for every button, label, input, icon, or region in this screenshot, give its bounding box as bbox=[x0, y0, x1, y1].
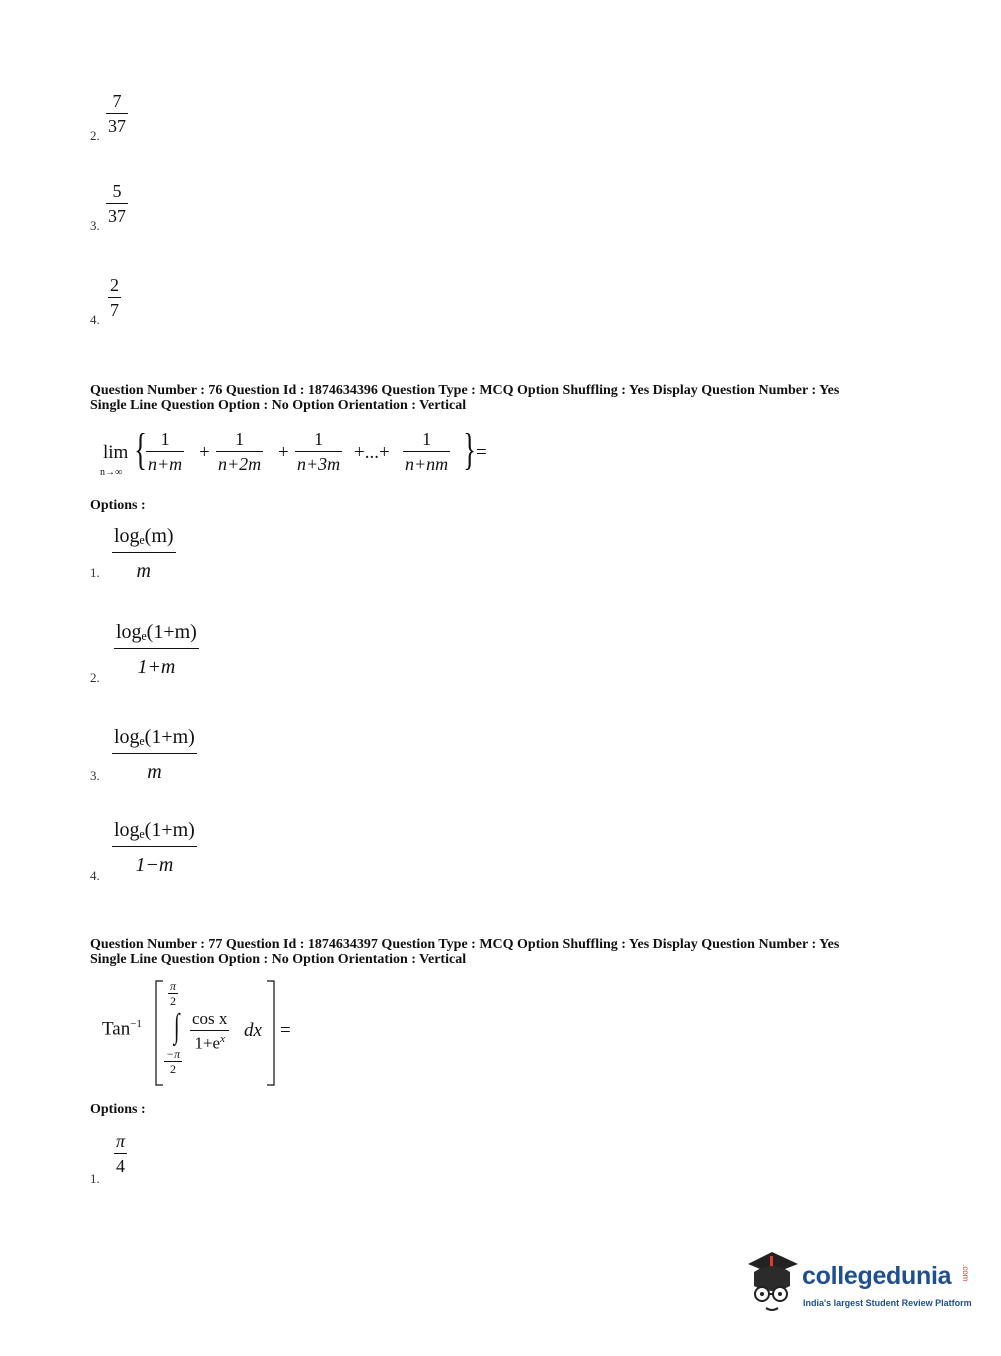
option-number: 1. bbox=[90, 1171, 100, 1186]
mascot-icon bbox=[742, 1250, 802, 1316]
option-fraction: 5 37 bbox=[108, 181, 126, 226]
term-2: 1 n+2m bbox=[218, 429, 262, 474]
q76-meta-line-2: Single Line Question Option : No Option Orientation : Vertical bbox=[90, 398, 467, 413]
q77-options-label: Options : bbox=[90, 1102, 146, 1117]
lower-limit: −π 2 bbox=[166, 1047, 181, 1076]
term-1: 1 n+m bbox=[148, 429, 183, 474]
upper-limit: π 2 bbox=[170, 979, 177, 1008]
option-number: 2. bbox=[90, 128, 100, 143]
equals-sign: = bbox=[280, 1020, 291, 1041]
option-fraction: logₑ(1+m) m bbox=[114, 726, 195, 783]
left-brace: { bbox=[134, 425, 147, 474]
option-fraction: 7 37 bbox=[108, 91, 126, 136]
option-number: 4. bbox=[90, 868, 100, 883]
collegedunia-logo[interactable] bbox=[742, 1250, 972, 1320]
tan-text: Tan$^{-1}$ bbox=[102, 1018, 142, 1040]
q77-expression bbox=[100, 978, 310, 1088]
q77-meta-line-2: Single Line Question Option : No Option Orientation : Vertical bbox=[90, 952, 467, 967]
option-number: 2. bbox=[90, 670, 100, 685]
q77-meta-line-1: Question Number : 77 Question Id : 1874634397 Question Type : MCQ Option Shuffling : Yes Display Question Number : Yes bbox=[90, 937, 840, 952]
option-fraction: logₑ(m) m bbox=[114, 525, 174, 582]
lim-text: lim bbox=[103, 442, 129, 463]
option-fraction: π 4 bbox=[116, 1131, 126, 1176]
dx-text: dx bbox=[244, 1020, 262, 1041]
q76-options-label: Options : bbox=[90, 498, 146, 513]
q76-expression bbox=[100, 425, 500, 484]
term-n: 1 n+nm bbox=[405, 429, 449, 474]
equals-sign: = bbox=[476, 442, 487, 463]
option-number: 3. bbox=[90, 768, 100, 783]
ellipsis: +...+ bbox=[354, 442, 390, 463]
logo-tagline: India's largest Student Review Platform bbox=[803, 1298, 972, 1308]
logo-name: collegedunia bbox=[802, 1262, 952, 1290]
option-fraction: logₑ(1+m) 1+m bbox=[116, 621, 197, 678]
lim-subscript: n→∞ bbox=[100, 467, 123, 478]
option-fraction: 2 7 bbox=[110, 275, 119, 320]
right-bracket bbox=[266, 980, 276, 1086]
right-brace: } bbox=[463, 425, 476, 474]
option-number: 3. bbox=[90, 218, 100, 233]
term-3: 1 n+3m bbox=[297, 429, 341, 474]
option-number: 1. bbox=[90, 565, 100, 580]
option-fraction: logₑ(1+m) 1−m bbox=[114, 819, 195, 876]
left-bracket bbox=[154, 980, 164, 1086]
plus-sign: + bbox=[278, 442, 289, 463]
integrand: cos x $1+e^x$ bbox=[192, 1009, 228, 1053]
integral-sign: ∫ bbox=[173, 1008, 180, 1045]
logo-suffix: .com bbox=[961, 1264, 970, 1282]
q76-meta-line-1: Question Number : 76 Question Id : 1874634396 Question Type : MCQ Option Shuffling : Yes Display Question Number : Yes bbox=[90, 383, 840, 398]
plus-sign: + bbox=[199, 442, 210, 463]
option-number: 4. bbox=[90, 312, 100, 327]
